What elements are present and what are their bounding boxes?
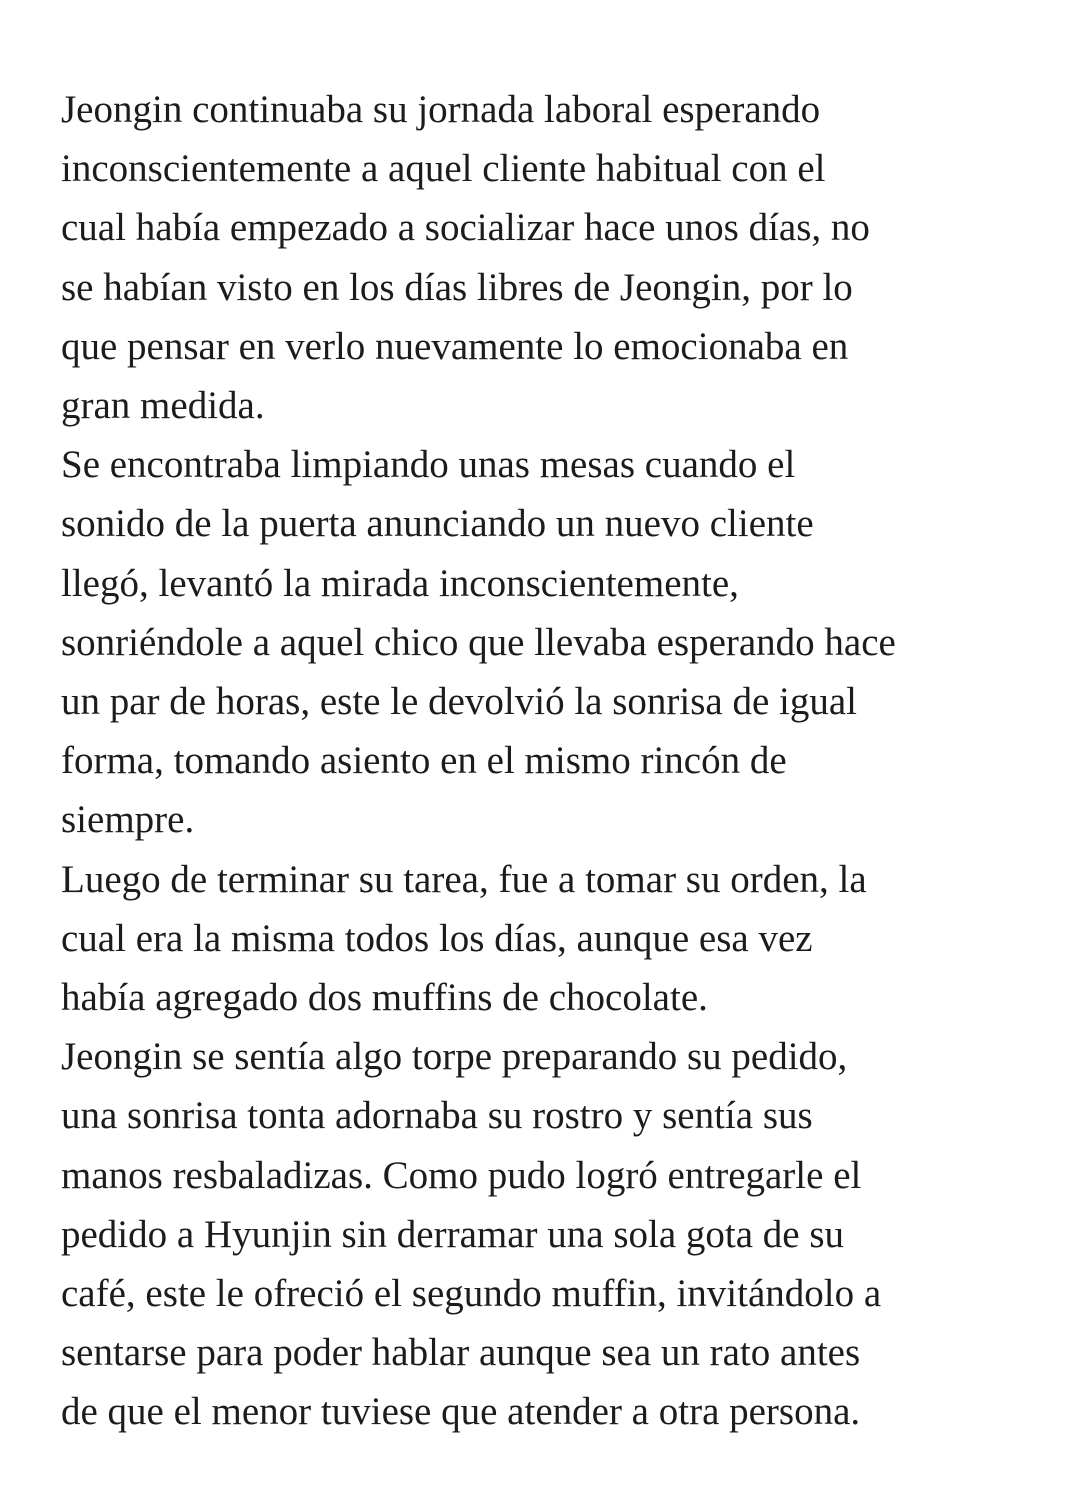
paragraph-1 — [61, 80, 1036, 435]
text-line: había agregado dos muffins de chocolate. — [61, 976, 708, 1020]
text-line: una sonrisa tonta adornaba su rostro y sentía sus — [61, 1094, 813, 1138]
text-line: Luego de terminar su tarea, fue a tomar su orden, la — [61, 857, 867, 901]
text-line: gran medida. — [61, 384, 265, 428]
text-line: cual era la misma todos los días, aunque esa vez — [61, 916, 813, 960]
story-text — [61, 80, 1036, 1442]
text-line: cual había empezado a socializar hace unos días, no — [61, 206, 870, 250]
text-line: Se encontraba limpiando unas mesas cuando el — [61, 443, 796, 487]
text-line: un par de horas, este le devolvió la sonrisa de igual — [61, 680, 858, 724]
text-line: siempre. — [61, 798, 195, 842]
paragraph-4 — [61, 1027, 1036, 1441]
text-line: sonriéndole a aquel chico que llevaba esperando hace — [61, 620, 896, 664]
text-line: de que el menor tuviese que atender a otra persona. — [61, 1390, 861, 1434]
text-line: que pensar en verlo nuevamente lo emocionaba en — [61, 324, 849, 368]
text-line: Jeongin se sentía algo torpe preparando su pedido, — [61, 1035, 848, 1079]
text-line: café, este le ofreció el segundo muffin, invitándolo a — [61, 1272, 882, 1316]
text-line: pedido a Hyunjin sin derramar una sola gota de su — [61, 1212, 845, 1256]
text-line: llegó, levantó la mirada inconscientemente, — [61, 561, 739, 605]
text-line: inconscientemente a aquel cliente habitual con el — [61, 147, 826, 191]
paragraph-3 — [61, 850, 1036, 1028]
text-line: manos resbaladizas. Como pudo logró entregarle el — [61, 1153, 862, 1197]
paragraph-2 — [61, 435, 1036, 849]
text-line: Jeongin continuaba su jornada laboral esperando — [61, 88, 821, 131]
text-line: forma, tomando asiento en el mismo rincón de — [61, 739, 787, 783]
text-line: sentarse para poder hablar aunque sea un rato antes — [61, 1331, 861, 1375]
text-line: se habían visto en los días libres de Jeongin, por lo — [61, 265, 853, 309]
text-line: sonido de la puerta anunciando un nuevo cliente — [61, 502, 814, 546]
